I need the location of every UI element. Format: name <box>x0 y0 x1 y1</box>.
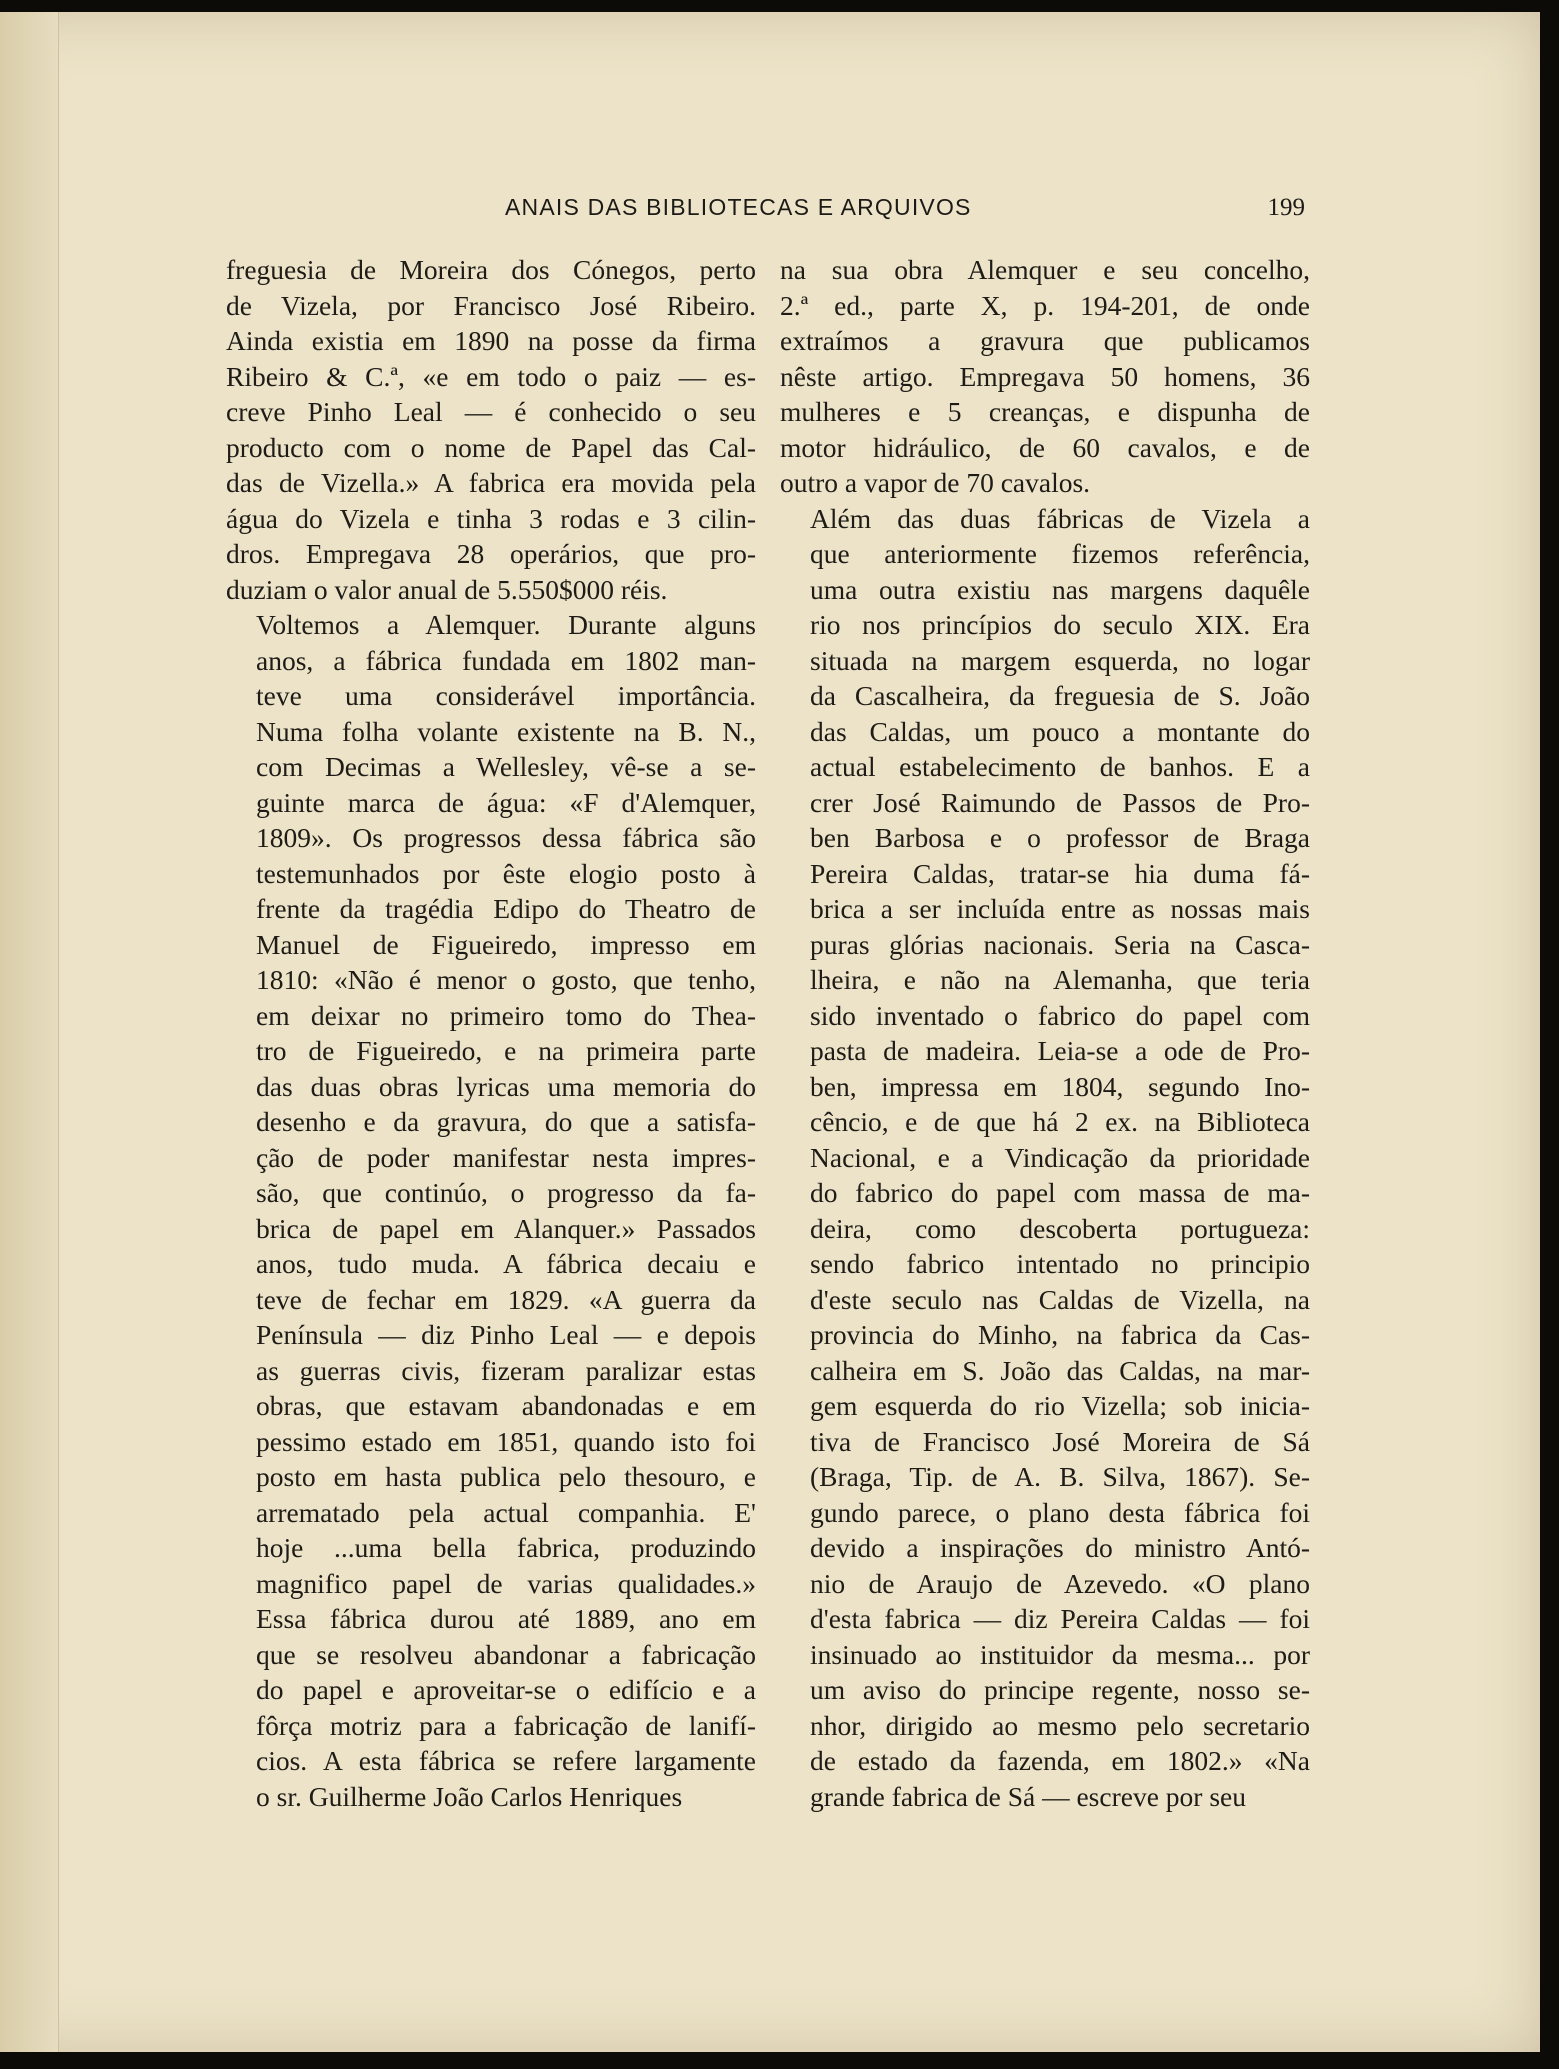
text-line: Ainda existia em 1890 na posse da firma <box>226 325 756 356</box>
text-line: de Vizela, por Francisco José Ribeiro. <box>226 289 756 321</box>
text-line: mulheres e 5 creanças, e dispunha de <box>780 396 1310 427</box>
text-line: Península — diz Pinho Leal — e depois <box>256 1319 756 1350</box>
paragraph <box>226 607 756 1814</box>
text-line: Voltemos a Alemquer. Durante alguns <box>256 609 756 640</box>
text-line: de estado da fazenda, em 1802.» «Na <box>810 1745 1310 1776</box>
text-line: teve uma considerável importância. <box>256 680 756 711</box>
text-line: Ribeiro & C.ª, «e em todo o paiz — es- <box>226 360 756 392</box>
text-line: do papel e aproveitar-se o edifício e a <box>256 1674 756 1705</box>
text-line: Numa folha volante existente na B. N., <box>256 715 756 747</box>
text-line: fôrça motriz para a fabricação de lanifí- <box>256 1709 756 1741</box>
running-title: ANAIS DAS BIBLIOTECAS E ARQUIVOS <box>505 194 972 220</box>
text-line: das duas obras lyricas uma memoria do <box>256 1070 756 1102</box>
text-line: situada na margem esquerda, no logar <box>810 644 1310 676</box>
text-line: posto em hasta publica pelo thesouro, e <box>256 1461 756 1492</box>
text-line: das Caldas, um pouco a montante do <box>810 715 1310 747</box>
text-line: Pereira Caldas, tratar-se hia duma fá- <box>810 857 1310 889</box>
text-line: um aviso do principe regente, nosso se- <box>810 1674 1310 1705</box>
text-line: insinuado ao instituidor da mesma... por <box>810 1638 1310 1670</box>
page-gutter <box>0 12 59 2052</box>
text-line: que se resolveu abandonar a fabricação <box>256 1638 756 1670</box>
right-column <box>780 252 1310 1814</box>
text-line: d'este seculo nas Caldas de Vizella, na <box>810 1283 1310 1315</box>
text-line: tiva de Francisco José Moreira de Sá <box>810 1425 1310 1457</box>
text-line: água do Vizela e tinha 3 rodas e 3 cilin- <box>226 502 756 534</box>
text-line: o sr. Guilherme João Carlos Henriques <box>256 1780 683 1812</box>
text-line: desenho e da gravura, do que a satisfa- <box>256 1106 756 1137</box>
text-line: anos, tudo muda. A fábrica decaiu e <box>256 1248 756 1279</box>
text-line: Além das duas fábricas de Vizela a <box>810 502 1310 534</box>
text-line: 1809». Os progressos dessa fábrica são <box>256 822 756 853</box>
text-line: freguesia de Moreira dos Cónegos, perto <box>226 254 756 285</box>
text-line: brica de papel em Alanquer.» Passados <box>256 1212 756 1244</box>
text-line: nio de Araujo de Azevedo. «O plano <box>810 1567 1310 1599</box>
text-line: das de Vizella.» A fabrica era movida pela <box>226 467 756 498</box>
text-line: que anteriormente fizemos referência, <box>810 538 1310 569</box>
text-line: cêncio, e de que há 2 ex. na Biblioteca <box>810 1106 1310 1137</box>
text-line: Essa fábrica durou até 1889, ano em <box>256 1603 756 1634</box>
text-line: puras glórias nacionais. Seria na Casca- <box>810 928 1310 960</box>
text-line: ben, impressa em 1804, segundo Ino- <box>810 1070 1310 1102</box>
text-line: ben Barbosa e o professor de Braga <box>810 822 1310 853</box>
paragraph <box>780 252 1310 501</box>
text-line: na sua obra Alemquer e seu concelho, <box>780 254 1310 285</box>
text-line: provincia do Minho, na fabrica da Cas- <box>810 1319 1310 1350</box>
text-line: em deixar no primeiro tomo do Thea- <box>256 999 756 1031</box>
text-line: pasta de madeira. Leia-se a ode de Pro- <box>810 1035 1310 1066</box>
text-line: d'esta fabrica — diz Pereira Caldas — foi <box>810 1603 1310 1634</box>
text-line: duziam o valor anual de 5.550$000 réis. <box>226 573 668 605</box>
text-line: grande fabrica de Sá — escreve por seu <box>810 1780 1246 1812</box>
text-line: cios. A esta fábrica se refere largamente <box>256 1745 756 1776</box>
text-line: rio nos princípios do seculo XIX. Era <box>810 609 1310 640</box>
text-line: tro de Figueiredo, e na primeira parte <box>256 1035 756 1066</box>
text-line: calheira em S. João das Caldas, na mar- <box>810 1354 1310 1386</box>
text-line: ção de poder manifestar nesta impres- <box>256 1141 756 1173</box>
text-line: magnifico papel de varias qualidades.» <box>256 1567 756 1599</box>
text-line: arrematado pela actual companhia. E' <box>256 1496 756 1528</box>
text-line: sendo fabrico intentado no principio <box>810 1248 1310 1279</box>
text-line: nêste artigo. Empregava 50 homens, 36 <box>780 360 1310 392</box>
paragraph <box>780 501 1310 1815</box>
text-line: frente da tragédia Edipo do Theatro de <box>256 893 756 924</box>
text-line: são, que continúo, o progresso da fa- <box>256 1177 756 1208</box>
text-line: Manuel de Figueiredo, impresso em <box>256 928 756 960</box>
text-line: motor hidráulico, de 60 cavalos, e de <box>780 431 1310 463</box>
text-line: guinte marca de água: «F d'Alemquer, <box>256 786 756 818</box>
text-line: (Braga, Tip. de A. B. Silva, 1867). Se- <box>810 1461 1310 1492</box>
text-line: devido a inspirações do ministro Antó- <box>810 1532 1310 1563</box>
text-line: as guerras civis, fizeram paralizar estas <box>256 1354 756 1386</box>
page-number: 199 <box>1267 194 1305 221</box>
text-line: extraímos a gravura que publicamos <box>780 325 1310 356</box>
text-line: obras, que estavam abandonadas e em <box>256 1390 756 1421</box>
text-line: producto com o nome de Papel das Cal- <box>226 431 756 463</box>
left-column <box>226 252 756 1814</box>
text-line: lheira, e não na Alemanha, que teria <box>810 964 1310 995</box>
text-line: com Decimas a Wellesley, vê-se a se- <box>256 751 756 782</box>
text-line: creve Pinho Leal — é conhecido o seu <box>226 396 756 427</box>
text-line: Nacional, e a Vindicação da prioridade <box>810 1141 1310 1173</box>
text-line: 1810: «Não é menor o gosto, que tenho, <box>256 964 756 995</box>
text-line: crer José Raimundo de Passos de Pro- <box>810 786 1310 818</box>
text-line: teve de fechar em 1829. «A guerra da <box>256 1283 756 1315</box>
text-line: gundo parece, o plano desta fábrica foi <box>810 1496 1310 1528</box>
text-line: gem esquerda do rio Vizella; sob inicia- <box>810 1390 1310 1421</box>
paragraph <box>226 252 756 607</box>
text-line: do fabrico do papel com massa de ma- <box>810 1177 1310 1208</box>
text-line: pessimo estado em 1851, quando isto foi <box>256 1425 756 1457</box>
text-line: actual estabelecimento de banhos. E a <box>810 751 1310 782</box>
text-line: dros. Empregava 28 operários, que pro- <box>226 538 756 569</box>
text-line: 2.ª ed., parte X, p. 194-201, de onde <box>780 289 1310 321</box>
text-line: uma outra existiu nas margens daquêle <box>810 573 1310 605</box>
text-line: hoje ...uma bella fabrica, produzindo <box>256 1532 756 1563</box>
text-line: testemunhados por êste elogio posto à <box>256 857 756 889</box>
text-line: da Cascalheira, da freguesia de S. João <box>810 680 1310 711</box>
text-line: brica a ser incluída entre as nossas mais <box>810 893 1310 924</box>
text-line: anos, a fábrica fundada em 1802 man- <box>256 644 756 676</box>
text-line: sido inventado o fabrico do papel com <box>810 999 1310 1031</box>
text-line: deira, como descoberta portugueza: <box>810 1212 1310 1244</box>
text-line: nhor, dirigido ao mesmo pelo secretario <box>810 1709 1310 1741</box>
text-line: outro a vapor de 70 cavalos. <box>780 467 1091 498</box>
running-header <box>225 194 1305 224</box>
